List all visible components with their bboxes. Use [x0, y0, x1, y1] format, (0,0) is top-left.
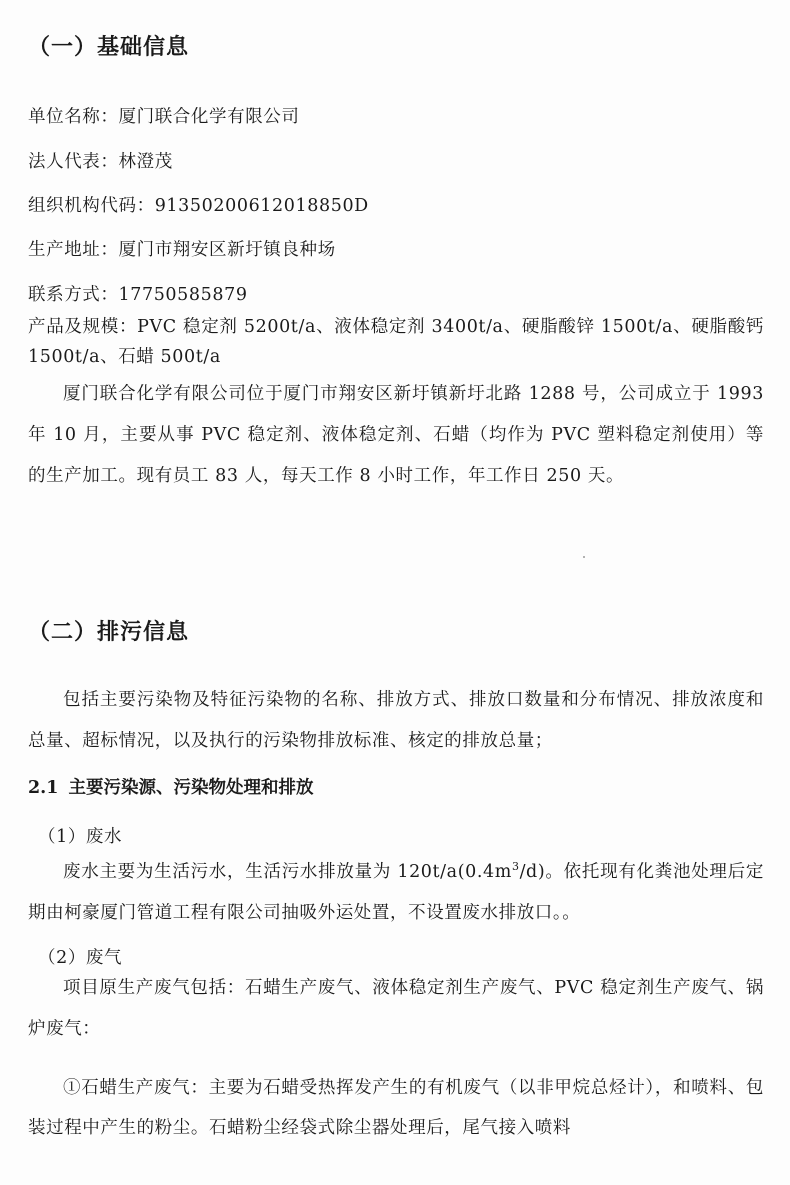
wastewater-text-b: /d)。依托现有化粪池处理后定期由柯豪厦门管道工程有限公司抽吸外运处置，不设置废水排放口。。: [28, 861, 764, 923]
field-organization-code: 组织机构代码：91350200612018850D: [28, 196, 369, 216]
subsection-heading-2-1: [28, 774, 313, 799]
pollution-intro-paragraph: 包括主要污染物及特征污染物的名称、排放方式、排放口数量和分布情况、排放浓度和总量、超标情况，以及执行的污染物排放标准、核定的排放总量；: [28, 690, 764, 751]
field-unit-name: 单位名称：厦门联合化学有限公司: [28, 107, 300, 127]
wastewater-label: （1）废水: [38, 827, 123, 847]
field-contact: 联系方式：17750585879: [28, 285, 248, 305]
wastegas-label: （2）废气: [38, 948, 123, 968]
company-intro-paragraph: 厦门联合化学有限公司位于厦门市翔安区新圩镇新圩北路 1288 号，公司成立于 1993 年 10 月，主要从事 PVC 稳定剂、液体稳定剂、石蜡（均作为 PVC 塑料稳定剂使用）等的生产加工。现有员工 83 人，每天工作 8 小时工作，年工作日 250 天。: [28, 384, 764, 486]
field-products-scale: 产品及规模：PVC 稳定剂 5200t/a、液体稳定剂 3400t/a、硬脂酸锌 1500t/a、硬脂酸钙 1500t/a、石蜡 500t/a: [28, 317, 764, 367]
section-heading-basic-info: （一）基础信息: [28, 35, 190, 60]
subsection-title: 主要污染源、污染物处理和排放: [68, 778, 314, 798]
wastegas-paragraph: 项目原生产废气包括：石蜡生产废气、液体稳定剂生产废气、PVC 稳定剂生产废气、锅炉废气：: [28, 978, 764, 1039]
section-heading-pollution-info: （二）排污信息: [28, 620, 190, 645]
wastewater-superscript: 3: [511, 860, 520, 873]
wastewater-paragraph: [28, 846, 764, 934]
wastewater-text-a: 废水主要为生活污水，生活污水排放量为 120t/a(0.4m: [63, 861, 512, 882]
field-production-address: 生产地址：厦门市翔安区新圩镇良种场: [28, 240, 336, 260]
field-legal-representative: 法人代表：林澄茂: [28, 152, 173, 172]
subsection-number: 2.1: [28, 778, 59, 798]
wastegas-item-paraffin: ①石蜡生产废气：主要为石蜡受热挥发产生的有机废气（以非甲烷总烃计），和喷料、包装过程中产生的粉尘。石蜡粉尘经袋式除尘器处理后，尾气接入喷料: [28, 1078, 764, 1138]
scan-speck: [583, 556, 585, 558]
